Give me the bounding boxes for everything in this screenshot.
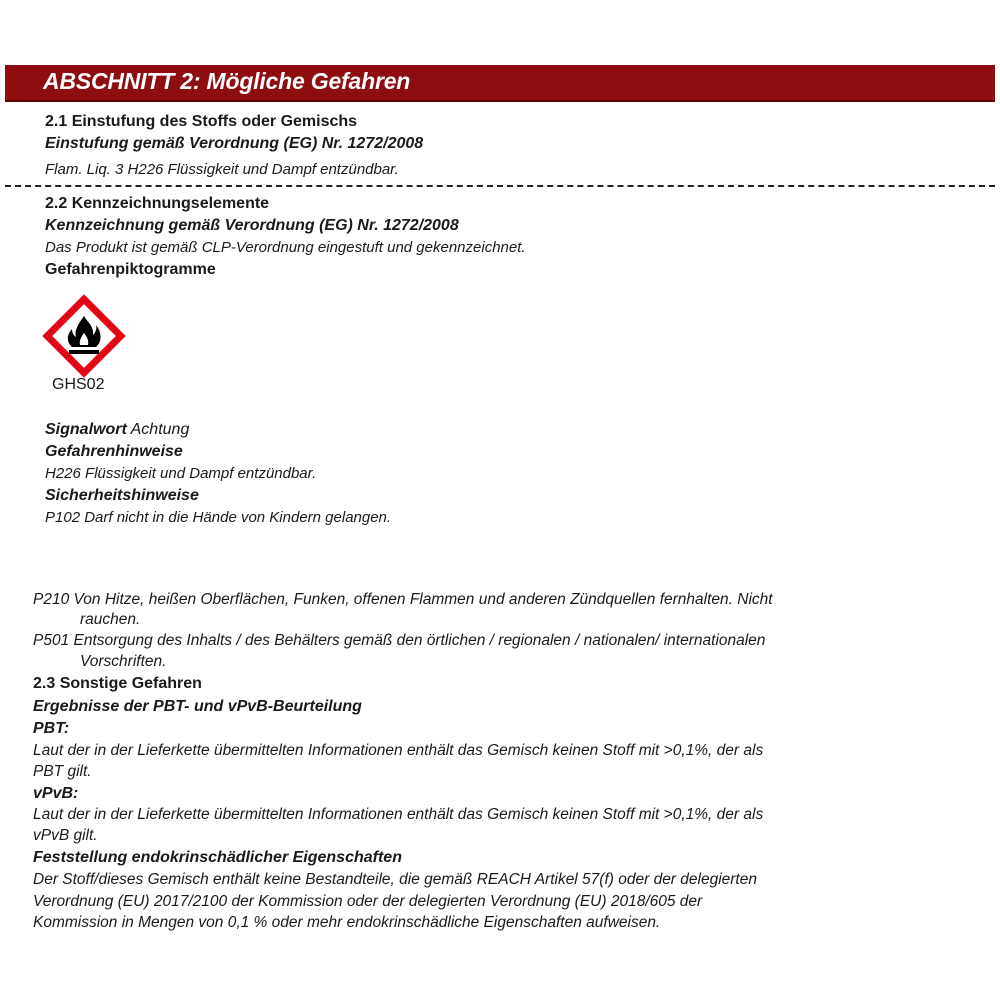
s22-heading: 2.2 Kennzeichnungselemente [45, 195, 270, 212]
hazard-statement: H226 Flüssigkeit und Dampf entzündbar. [45, 465, 317, 482]
endocrine-text-line2: Verordnung (EU) 2017/2100 der Kommission oder der delegierten Verordnung (EU) 2018/605 der [33, 893, 703, 910]
section-divider [5, 185, 995, 187]
endocrine-text-line1: Der Stoff/dieses Gemisch enthält keine Bestandteile, die gemäß REACH Artikel 57(f) oder der delegierten [33, 871, 757, 888]
pbt-text-line2: PBT gilt. [33, 763, 92, 780]
precaution-heading: Sicherheitshinweise [45, 487, 199, 504]
p501-statement-line2: Vorschriften. [80, 653, 167, 670]
endocrine-heading: Feststellung endokrinschädlicher Eigenschaften [33, 849, 402, 866]
section-title: ABSCHNITT 2: Mögliche Gefahren [43, 68, 411, 94]
section-header [5, 65, 995, 102]
s23-heading: 2.3 Sonstige Gefahren [33, 675, 202, 692]
pbt-label: PBT: [33, 720, 70, 737]
s21-heading: 2.1 Einstufung des Stoffs oder Gemischs [45, 113, 358, 130]
vpvb-label: vPvB: [33, 785, 79, 802]
vpvb-text-line2: vPvB gilt. [33, 827, 98, 844]
p102-statement: P102 Darf nicht in die Hände von Kindern gelangen. [45, 509, 392, 526]
s22-subheading: Kennzeichnung gemäß Verordnung (EG) Nr. 1272/2008 [45, 217, 459, 234]
signal-word-line [45, 420, 189, 440]
hazard-heading: Gefahrenhinweise [45, 443, 183, 460]
pbt-heading: Ergebnisse der PBT- und vPvB-Beurteilung [33, 698, 362, 715]
ghs02-pictogram [38, 290, 130, 382]
signal-word-label: Signalwort [45, 421, 127, 438]
s22-statement: Das Produkt ist gemäß CLP-Verordnung eingestuft und gekennzeichnet. [45, 239, 526, 256]
endocrine-text-line3: Kommission in Mengen von 0,1 % oder mehr endokrinschädliche Eigenschaften aufweisen. [33, 914, 661, 931]
flame-hazard-icon [38, 290, 130, 382]
p501-statement-line1: P501 Entsorgung des Inhalts / des Behälters gemäß den örtlichen / regionalen / nationalen/ internationalen [33, 632, 766, 649]
s21-classification: Flam. Liq. 3 H226 Flüssigkeit und Dampf entzündbar. [45, 161, 399, 178]
s21-subheading: Einstufung gemäß Verordnung (EG) Nr. 1272/2008 [45, 135, 424, 152]
pbt-text-line1: Laut der in der Lieferkette übermittelten Informationen enthält das Gemisch keinen Stoff mit >0,1%, der als [33, 742, 764, 759]
p210-statement-line2: rauchen. [80, 611, 141, 628]
p210-statement-line1: P210 Von Hitze, heißen Oberflächen, Funken, offenen Flammen und anderen Zündquellen fernhalten. Nicht [33, 591, 773, 608]
vpvb-text-line1: Laut der in der Lieferkette übermittelten Informationen enthält das Gemisch keinen Stoff mit >0,1%, der als [33, 806, 764, 823]
pictogram-heading: Gefahrenpiktogramme [45, 261, 216, 278]
pictogram-code: GHS02 [52, 376, 105, 393]
signal-word-value: Achtung [126, 421, 190, 438]
